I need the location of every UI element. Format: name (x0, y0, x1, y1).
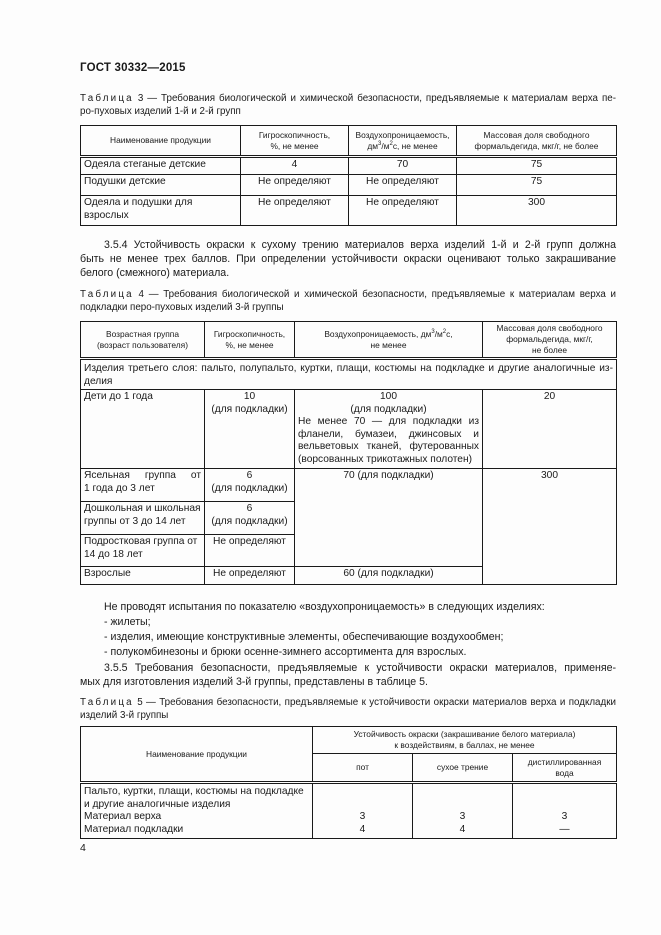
table3-col-hygro-l2: %, не менее (270, 140, 319, 151)
table5-caption-text-l2: изделий 3-й группы (80, 710, 169, 721)
table5-cell-name-l3: Материал верха (84, 811, 162, 822)
table4-col-air-sup2: 2 (442, 328, 447, 335)
table4-cell-air (295, 390, 483, 469)
table-row (81, 390, 617, 469)
table4-col-formal-l3: не более (531, 345, 568, 355)
table5-cell-water-lining: — (559, 823, 570, 835)
table4-cell-age: Дети до 1 года (81, 390, 205, 469)
table-row (81, 175, 617, 196)
table4-cell-age (81, 535, 205, 567)
table3-col-formal-l1: Массовая доля свободного (483, 129, 590, 140)
table4-cell-air-l2: (для подкладки) (350, 403, 427, 415)
table3-col-air-unit-c: с, не менее (392, 140, 438, 151)
table3-col-air-unit-b: /м (381, 140, 390, 151)
table5-cell-name-l1: Пальто, куртки, плащи, костюмы на подкладке (84, 786, 304, 797)
table5-col-water (513, 754, 617, 783)
table3-col-air-l1: Воздухопроницаемость, (355, 129, 450, 140)
list-item: - жилеты; (104, 616, 151, 628)
table4-cell-formal: 20 (483, 390, 617, 469)
table4-col-age-l2: (возраст пользователя) (96, 339, 189, 350)
table3-header-row (81, 126, 617, 157)
table-row (81, 469, 617, 502)
table4-cell-age: Взрослые (81, 567, 205, 585)
table4-col-air-sup1: 3 (431, 328, 435, 335)
table4-caption-text-l1: — Требования биологической и химической безопасности, предъявляемые к материалам верха и (148, 289, 616, 300)
table3-cell-air: 70 (349, 157, 457, 175)
table5-header-row (81, 727, 617, 754)
table4-col-formal-l2: формальдегида, мкг/г, (506, 334, 593, 344)
table4-col-formal (483, 322, 617, 359)
table5-cell-dry-rub (413, 783, 513, 839)
table4-cell-hygro: Не определяют (205, 535, 295, 567)
table5-col-sweat: пот (313, 754, 413, 783)
table5-caption-text-l1: — Требования безопасности, предъявляемые к устойчивости окраски материалов верха и подкладки (146, 697, 616, 708)
table4-col-hygro-l2: %, не менее (225, 339, 274, 350)
table3-caption-label: Таблица (80, 93, 134, 104)
table4-cell-age-l1: Ясельная группа от (84, 470, 201, 481)
table3-col-formal (457, 126, 617, 157)
table4-cell-age-l2: группы от 3 до 14 лет (84, 515, 186, 527)
table5-col-group (313, 727, 617, 754)
table4-col-age (81, 322, 205, 359)
table4-cell-air-l6: (ворсованных трикотажных полотен) (298, 453, 472, 465)
table4-col-air-b: /м (434, 328, 443, 339)
table3-caption-text-l2: ро-пуховых изделий 1-й и 2-й групп (80, 106, 241, 117)
table4-col-air (295, 322, 483, 359)
table4-cell-hygro (205, 502, 295, 535)
table4-span-l2: делия (84, 375, 113, 387)
table4-cell-age-l2: 14 до 18 лет (84, 548, 143, 560)
table5-cell-name-l4: Материал подкладки (84, 823, 184, 835)
list-item: - полукомбинезоны и брюки осенне-зимнего ассортимента для взрослых. (104, 646, 467, 658)
table4-caption (80, 288, 616, 314)
table4-cell-age-l1: Подростковая группа от (84, 536, 198, 547)
table4-span-cell (81, 359, 617, 390)
table5-col-group-l1: Устойчивость окраски (закрашивание белого материала) (353, 729, 576, 739)
table3-caption-num: 3 (137, 93, 144, 104)
table3-cell-formal: 75 (457, 157, 617, 175)
table3-caption-text-l1: — Требования биологической и химической безопасности, предъявляемые к материалам верха пе- (147, 93, 616, 104)
table5-cell-water-top: 3 (561, 811, 568, 822)
table5-cell-dry-top: 3 (459, 811, 466, 822)
table5-cell-sweat-top: 3 (359, 811, 366, 822)
table3-cell-name: Одеяла стеганые детские (81, 157, 241, 175)
table4-cell-formal: 300 (483, 469, 617, 585)
table3-col-air (349, 126, 457, 157)
table5-caption (80, 696, 616, 722)
table3-cell-hygro: Не определяют (241, 196, 349, 226)
table3-col-hygro-l1: Гигроскопичность, (258, 129, 331, 140)
table4-col-hygro-l1: Гигроскопичность, (213, 328, 286, 339)
table4-col-hygro (205, 322, 295, 359)
table4-caption-text-l2: подкладки перо-пуховых изделий 3-й группы (80, 302, 284, 313)
paragraph-3-5-4-l3: белого (смежного) материала. (80, 267, 230, 279)
paragraph-3-5-5-l1: 3.5.5 Требования безопасности, предъявляемые к устойчивости окраски материалов, применяе- (104, 662, 616, 674)
table4-cell-air-l5: вельветовых тканей, футерованных (298, 441, 479, 452)
table3-col-name: Наименование продукции (81, 126, 241, 157)
table5-caption-num: 5 (137, 697, 143, 708)
table5-col-name: Наименование продукции (81, 727, 313, 783)
paragraph-3-5-4-l1: 3.5.4 Устойчивость окраски к сухому трению материалов верха изделий 1-й и 2-й групп должна (104, 239, 616, 251)
table4-cell-hygro: Не определяют (205, 567, 295, 585)
table-row (81, 196, 617, 226)
paragraph-3-5-4 (80, 238, 616, 280)
table4-cell-hygro-l1: 6 (246, 470, 253, 481)
table4-cell-air-l3: Не менее 70 — для подкладки из (298, 416, 479, 427)
table3-cell-name-l2: взрослых (84, 209, 129, 221)
table5-cell-sweat (313, 783, 413, 839)
table5-cell-name-l2: и другие аналогичные изделия (84, 798, 231, 810)
table5-col-group-l2: к воздействиям, в баллах, не менее (394, 740, 535, 750)
table4-cell-hygro-l2: (для подкладки) (211, 403, 288, 415)
table-row (81, 157, 617, 175)
table4-col-air-c: с, (446, 328, 453, 339)
table5-cell-name (81, 783, 313, 839)
table5-caption-label: Таблица (80, 697, 134, 708)
table4-header-row (81, 322, 617, 359)
table4-cell-air: 70 (для подкладки) (295, 469, 483, 567)
table5-cell-sweat-lining: 4 (359, 823, 366, 835)
table4-cell-hygro-l2: (для подкладки) (211, 482, 288, 494)
table3-caption (80, 92, 616, 118)
table4-cell-hygro (205, 390, 295, 469)
table3-cell-formal: 300 (457, 196, 617, 226)
table4-cell-air: 60 (для подкладки) (295, 567, 483, 585)
list-item: - изделия, имеющие конструктивные элементы, обеспечивающие воздухообмен; (104, 631, 504, 643)
table4-cell-age-l2: 1 года до 3 лет (84, 482, 155, 494)
table3-col-air-unit-a: дм (367, 140, 379, 151)
table3-cell-hygro: 4 (241, 157, 349, 175)
no-test-list (104, 600, 616, 660)
table5-col-water-l1: дистиллированная (527, 756, 602, 767)
paragraph-3-5-5-l2: мых для изготовления изделий 3-й группы, представлены в таблице 5. (80, 676, 428, 688)
table3-cell-name: Подушки детские (81, 175, 241, 196)
document-header: ГОСТ 30332—2015 (80, 62, 186, 74)
table4-cell-air-l1: 100 (380, 391, 397, 402)
table4-caption-num: 4 (138, 289, 144, 300)
table4-caption-label: Таблица (80, 289, 134, 300)
table4-col-air-l2: не менее (370, 339, 407, 350)
table5-cell-water (513, 783, 617, 839)
table3-cell-air: Не определяют (349, 175, 457, 196)
table-row (81, 783, 617, 839)
table4-cell-age (81, 502, 205, 535)
table3-cell-formal: 75 (457, 175, 617, 196)
table3-cell-hygro: Не определяют (241, 175, 349, 196)
table3-cell-air: Не определяют (349, 196, 457, 226)
no-test-intro: Не проводят испытания по показателю «воздухопроницаемость» в следующих изделиях: (104, 601, 545, 613)
paragraph-3-5-5 (80, 661, 616, 689)
page-number: 4 (80, 842, 86, 854)
table4 (80, 321, 617, 585)
table4-cell-hygro-l1: 6 (246, 503, 253, 514)
table3-col-hygro (241, 126, 349, 157)
table3-col-air-sup1: 3 (378, 140, 382, 147)
table4-cell-hygro (205, 469, 295, 502)
table4-cell-air-l4: фланели, бумазеи, джинсовых и (298, 428, 479, 440)
table5-cell-dry-lining: 4 (459, 823, 466, 835)
table3-col-formal-l2: формальдегида, мкг/г, не более (474, 140, 599, 151)
table5-col-dry-rub: сухое трение (413, 754, 513, 783)
table3-cell-name-l1: Одеяла и подушки для (84, 197, 193, 208)
table4-col-age-l1: Возрастная группа (105, 328, 179, 339)
table4-cell-age (81, 469, 205, 502)
table4-cell-hygro-l2: (для подкладки) (211, 515, 288, 527)
table4-col-air-a: Воздухопроницаемость, дм (324, 328, 432, 339)
table5 (80, 726, 617, 839)
table3 (80, 125, 617, 226)
table4-cell-hygro-l1: 10 (243, 391, 256, 402)
table3-col-air-sup2: 2 (389, 140, 393, 147)
table4-span-row (81, 359, 617, 390)
table3-cell-name (81, 196, 241, 226)
table4-cell-age-l1: Дошкольная и школьная (84, 503, 201, 514)
table4-span-l1: Изделия третьего слоя: пальто, полупальто, куртки, плащи, костюмы на подкладке и другие аналогичные из- (84, 363, 613, 374)
table4-col-formal-l1: Массовая доля свободного (496, 323, 603, 333)
paragraph-3-5-4-l2: быть не менее трех баллов. При определении устойчивости окраски оценивают только закрашивание (80, 253, 616, 265)
table5-col-water-l2: вода (555, 767, 574, 778)
